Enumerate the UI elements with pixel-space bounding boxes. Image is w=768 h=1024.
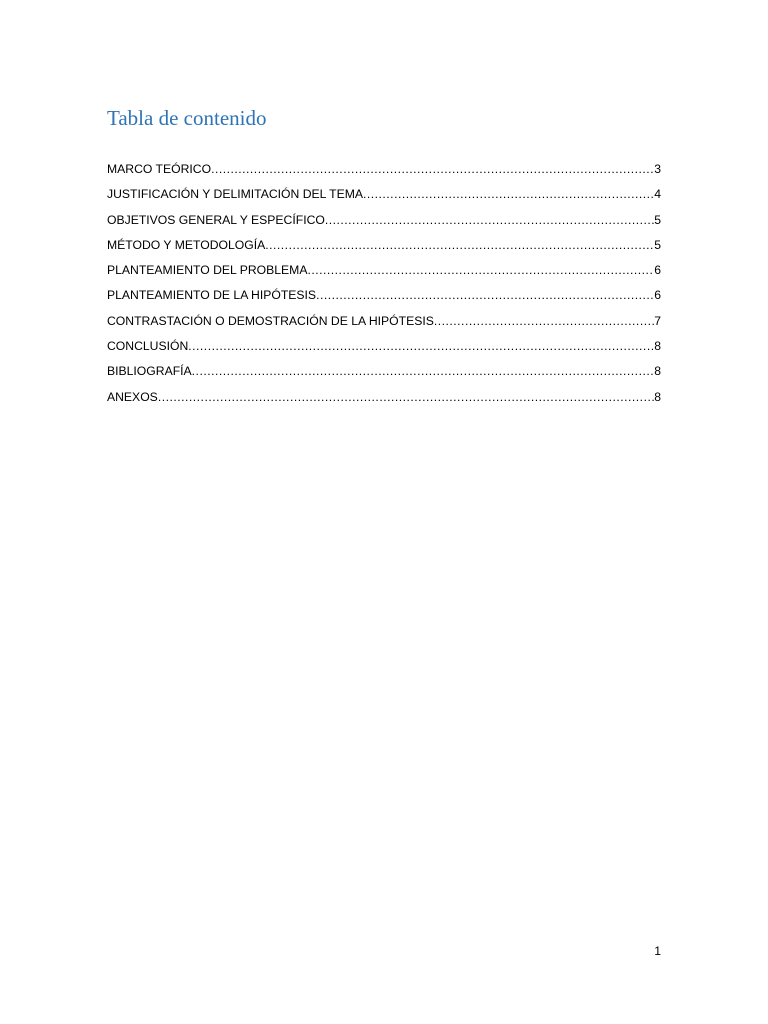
toc-entry-page: 8 [654,339,661,354]
toc-entry [107,283,661,308]
toc-entry-page: 6 [654,263,661,278]
toc-dot-leader [158,385,654,410]
toc-entry-page: 5 [654,237,661,252]
toc-dot-leader [307,258,654,283]
toc-entry-label: MARCO TEÓRICO [107,162,212,176]
toc-entry [107,334,661,359]
toc-entry-label: PLANTEAMIENTO DEL PROBLEMA [107,263,308,278]
toc-dot-leader [192,359,655,384]
toc-entry-page: 6 [654,288,661,303]
toc-dot-leader [434,309,654,334]
toc-entry-label: MÉTODO Y METODOLOGÍA [107,237,266,252]
toc-dot-leader [325,208,654,233]
toc-dot-leader [363,182,654,207]
toc-entry-page: 8 [654,364,661,379]
toc-entry-page: 7 [654,313,661,328]
toc-entry-label: OBJETIVOS GENERAL Y ESPECÍFICO [107,212,325,227]
toc-entry [107,258,661,283]
toc-entry [107,208,661,233]
toc-entry-page: 5 [654,212,661,227]
toc-entry-page: 8 [654,389,661,404]
toc-entry [107,309,661,334]
toc-entry [107,157,661,182]
toc-entry [107,182,661,207]
toc-entry-page: 3 [654,162,661,176]
toc-title: Tabla de contenido [107,106,267,130]
toc-entry [107,233,661,258]
toc-entry-label: CONCLUSIÓN [107,339,189,354]
toc-entry-label: BIBLIOGRAFÍA [107,364,192,379]
toc-dot-leader [211,157,654,182]
toc-dot-leader [188,334,654,359]
toc-entry-label: ANEXOS [107,389,158,404]
toc-entry-label: JUSTIFICACIÓN Y DELIMITACIÓN DEL TEMA [107,187,363,202]
toc-entry-label: CONTRASTACIÓN O DEMOSTRACIÓN DE LA HIPÓTESIS [107,313,434,328]
toc-entry-label: PLANTEAMIENTO DE LA HIPÓTESIS [107,288,317,303]
toc-dot-leader [265,233,654,258]
toc-entry [107,385,661,410]
toc-dot-leader [316,283,654,308]
toc-entry [107,359,661,384]
page-number: 1 [654,944,661,958]
toc-list [107,157,661,410]
toc-entry-page: 4 [654,187,661,202]
